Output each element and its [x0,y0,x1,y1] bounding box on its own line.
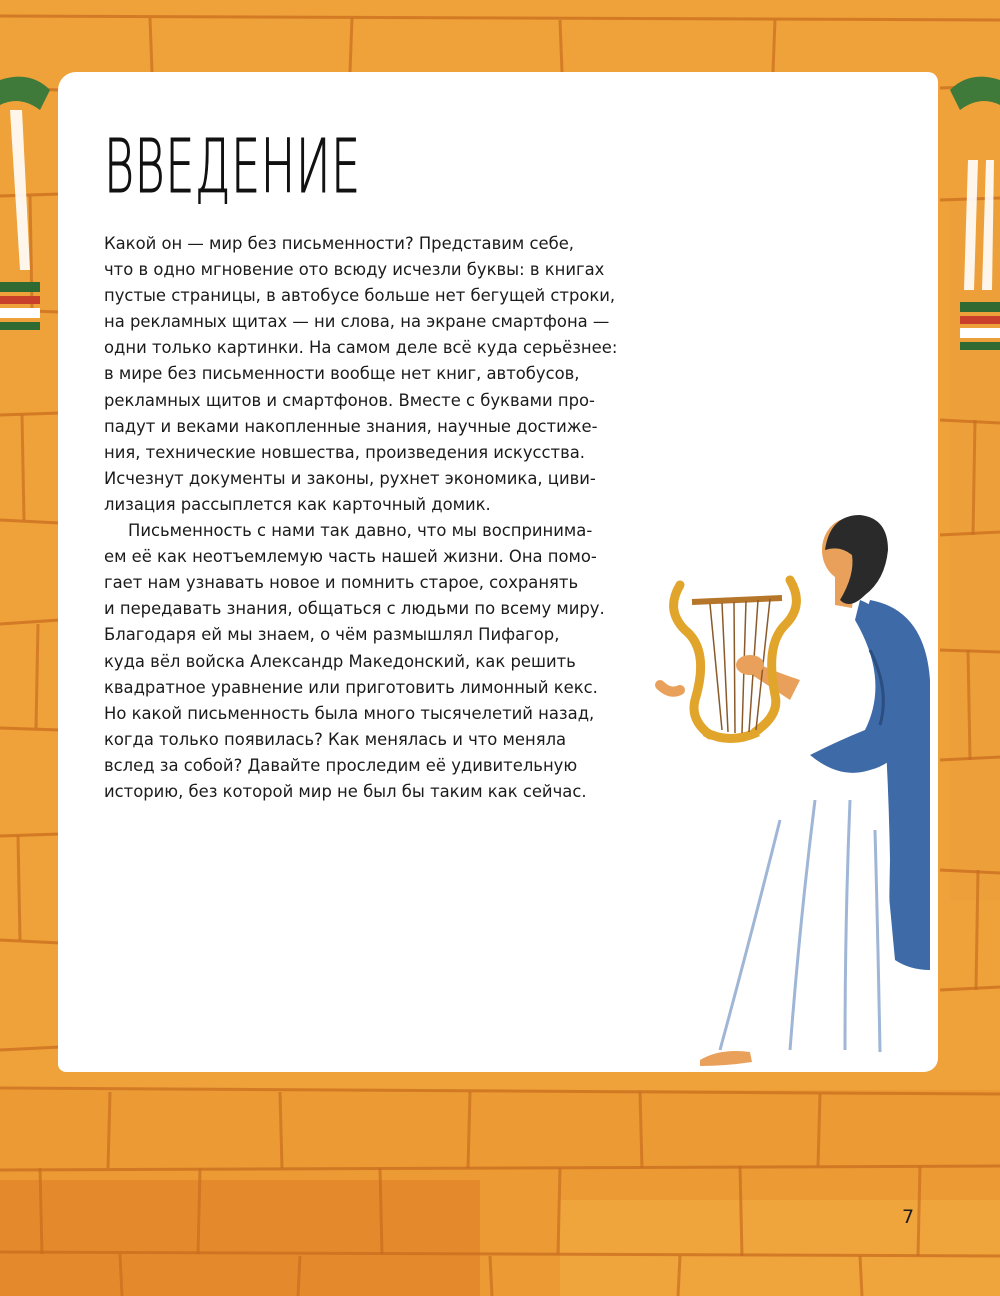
text-line: Благодаря ей мы знаем, о чём размышлял Пифагор, [104,625,560,645]
paragraph-1 [104,231,624,518]
text-line: вслед за собой? Давайте проследим её удивительную [104,755,578,775]
text-line: на рекламных щитах — ни слова, на экране смартфона — [104,312,610,332]
page-title: ВВЕДЕНИЕ [104,124,361,210]
text-line: и передавать знания, общаться с людьми по всему миру. [104,599,605,619]
text-line: Какой он — мир без письменности? Представим себе, [104,234,574,253]
text-line: куда вёл войска Александр Македонский, как решить [104,651,576,671]
text-line: Исчезнут документы и законы, рухнет экономика, циви- [104,468,596,488]
text-line: ния, технические новшества, произведения искусства. [104,442,586,462]
text-line: квадратное уравнение или приготовить лимонный кекс. [104,677,598,697]
left-column-capital-icon [0,70,60,370]
text-line: что в одно мгновение ото всюду исчезли буквы: в книгах [104,260,605,280]
text-line: Письменность с нами так давно, что мы воспринима- [128,521,593,541]
paragraph-2 [104,518,624,805]
text-line: ем её как неотъемлемую часть нашей жизни. Она помо- [104,547,597,567]
text-line: падут и веками накопленные знания, научные достиже- [104,416,598,436]
right-column-capital-icon [950,70,1000,370]
text-line: лизация рассыплется как карточный домик. [104,494,491,514]
musician-with-lyre-icon [640,500,940,1080]
text-line: рекламных щитов и смартфонов. Вместе с буквами про- [104,390,595,410]
text-line: пустые страницы, в автобусе больше нет бегущей строки, [104,286,616,306]
text-line: историю, без которой мир не был бы таким как сейчас. [104,781,587,801]
page-number: 7 [902,1206,915,1228]
text-line: Но какой письменность была много тысячелетий назад, [104,703,595,723]
text-line: гает нам узнавать новое и помнить старое, сохранять [104,573,579,593]
intro-text [104,231,624,805]
text-line: одни только картинки. На самом деле всё куда серьёзнее: [104,338,618,358]
text-line: когда только появилась? Как менялась и что меняла [104,729,567,749]
text-line: в мире без письменности вообще нет книг, автобусов, [104,364,580,384]
